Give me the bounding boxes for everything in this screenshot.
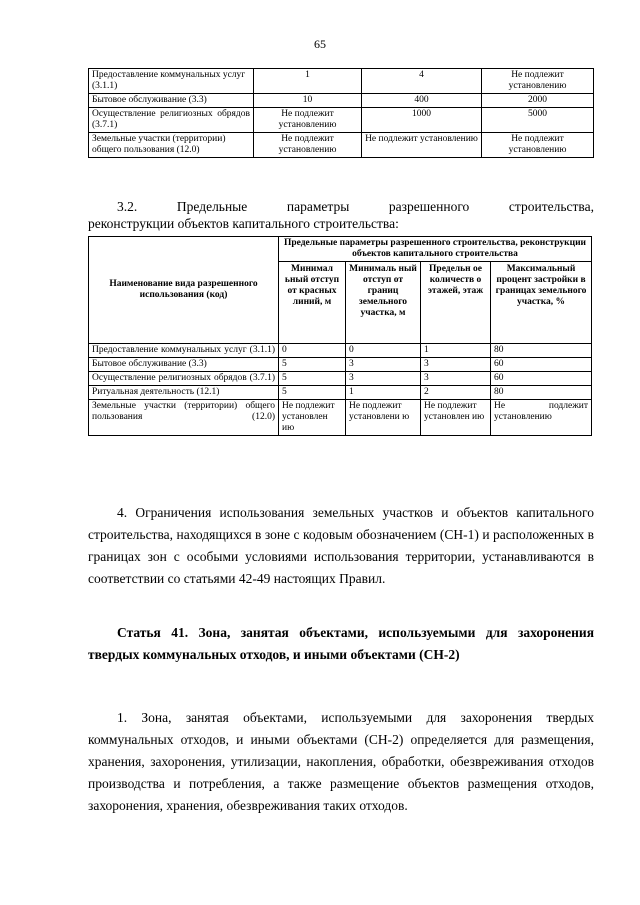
page-number: 65 (314, 37, 326, 51)
table-cell: 1 (346, 386, 421, 400)
table-cell: Бытовое обслуживание (3.3) (89, 94, 254, 108)
column-group-header: Предельные параметры разрешенного строительства, реконструкции объектов капитального строительства (279, 237, 592, 262)
section-word: строительства, (508, 199, 594, 214)
table-cell: 1 (254, 69, 362, 94)
table-cell: Предоставление коммунальных услуг (3.1.1) (89, 344, 279, 358)
table-cell: Земельные участки (территории) общего пользования (12.0) (89, 400, 279, 436)
table-cell: 80 (491, 344, 592, 358)
section-word: Предельные (176, 199, 248, 214)
table-header-row (89, 237, 592, 262)
column-header: Предельн ое количеств о этажей, этаж (421, 262, 491, 344)
table-row (89, 400, 592, 436)
table-row (89, 94, 594, 108)
table-cell: Не подлежит установлению (491, 400, 592, 436)
parameters-table (88, 236, 592, 436)
table-cell: 5 (279, 358, 346, 372)
table-cell: Не подлежит установлению (482, 133, 594, 158)
table-row (89, 69, 594, 94)
table-cell: Ритуальная деятельность (12.1) (89, 386, 279, 400)
table-cell: Не подлежит установлени ю (346, 400, 421, 436)
table-cell: 3 (421, 358, 491, 372)
table-row (89, 133, 594, 158)
table-cell: 5 (279, 386, 346, 400)
table-cell: Не подлежит установлению (254, 133, 362, 158)
column-header: Минимал ьный отступ от красных линий, м (279, 262, 346, 344)
table-cell: Осуществление религиозных обрядов (3.7.1) (89, 108, 254, 133)
column-header: Максимальный процент застройки в границах земельного участка, % (491, 262, 592, 344)
table-cell: Не подлежит установлению (362, 133, 482, 158)
table-cell: 3 (346, 358, 421, 372)
section-line: реконструкции объектов капитального строительства: (88, 216, 399, 231)
table-cell: 1000 (362, 108, 482, 133)
section-word: разрешенного (388, 199, 470, 214)
table-cell: 60 (491, 372, 592, 386)
table-cell: 80 (491, 386, 592, 400)
table-cell: Осуществление религиозных обрядов (3.7.1) (89, 372, 279, 386)
table-cell: Бытовое обслуживание (3.3) (89, 358, 279, 372)
table-cell: Не подлежит установлению (482, 69, 594, 94)
article-41-heading: Статья 41. Зона, занятая объектами, используемыми для захоронения твердых коммунальных отходов, и иными объектами (СН-2) (88, 625, 594, 662)
table-cell: Земельные участки (территории) общего пользования (12.0) (89, 133, 254, 158)
section-3-2 (88, 198, 594, 232)
section-word: параметры (286, 199, 350, 214)
table-cell: 60 (491, 358, 592, 372)
table-cell: 3 (421, 372, 491, 386)
table-cell: 400 (362, 94, 482, 108)
section-number: 3.2. (117, 199, 138, 214)
table-cell: 5000 (482, 108, 594, 133)
table-cell: Предоставление коммунальных услуг (3.1.1) (89, 69, 254, 94)
table-cell: 5 (279, 372, 346, 386)
table-cell: Не подлежит установлен ию (279, 400, 346, 436)
table-cell: 2000 (482, 94, 594, 108)
table-cell: 0 (346, 344, 421, 358)
table-row (89, 344, 592, 358)
column-header: Наименование вида разрешенного использования (код) (89, 237, 279, 344)
paragraph-4: 4. Ограничения использования земельных участков и объектов капитального строительства, находящихся в зоне с кодовым обозначением (СН-1) и расположенных в границах зон с особыми условиями использования территории, устанавливаются в соответствии со статьями 42-49 настоящих Правил. (88, 505, 594, 586)
column-header: Минималь ный отступ от границ земельного участка, м (346, 262, 421, 344)
table-row (89, 386, 592, 400)
limits-table (88, 68, 594, 158)
table-cell: 1 (421, 344, 491, 358)
table-cell: 3 (346, 372, 421, 386)
table-cell: Не подлежит установлен ию (421, 400, 491, 436)
table-cell: 4 (362, 69, 482, 94)
table-cell: 2 (421, 386, 491, 400)
table-row (89, 372, 592, 386)
table-row (89, 358, 592, 372)
table-cell: Не подлежит установлению (254, 108, 362, 133)
table-row (89, 108, 594, 133)
table-cell: 0 (279, 344, 346, 358)
table-cell: 10 (254, 94, 362, 108)
paragraph-1: 1. Зона, занятая объектами, используемыми для захоронения твердых коммунальных отходов, и иными объектами (СН-2) определяется для размещения, хранения, захоронения, утилизации, накопления, обработки, обезвреживания отходов производства и потребления, а также размещение объектов размещения отходов, захоронения, хранения, обезвреживания таких отходов. (88, 710, 594, 813)
